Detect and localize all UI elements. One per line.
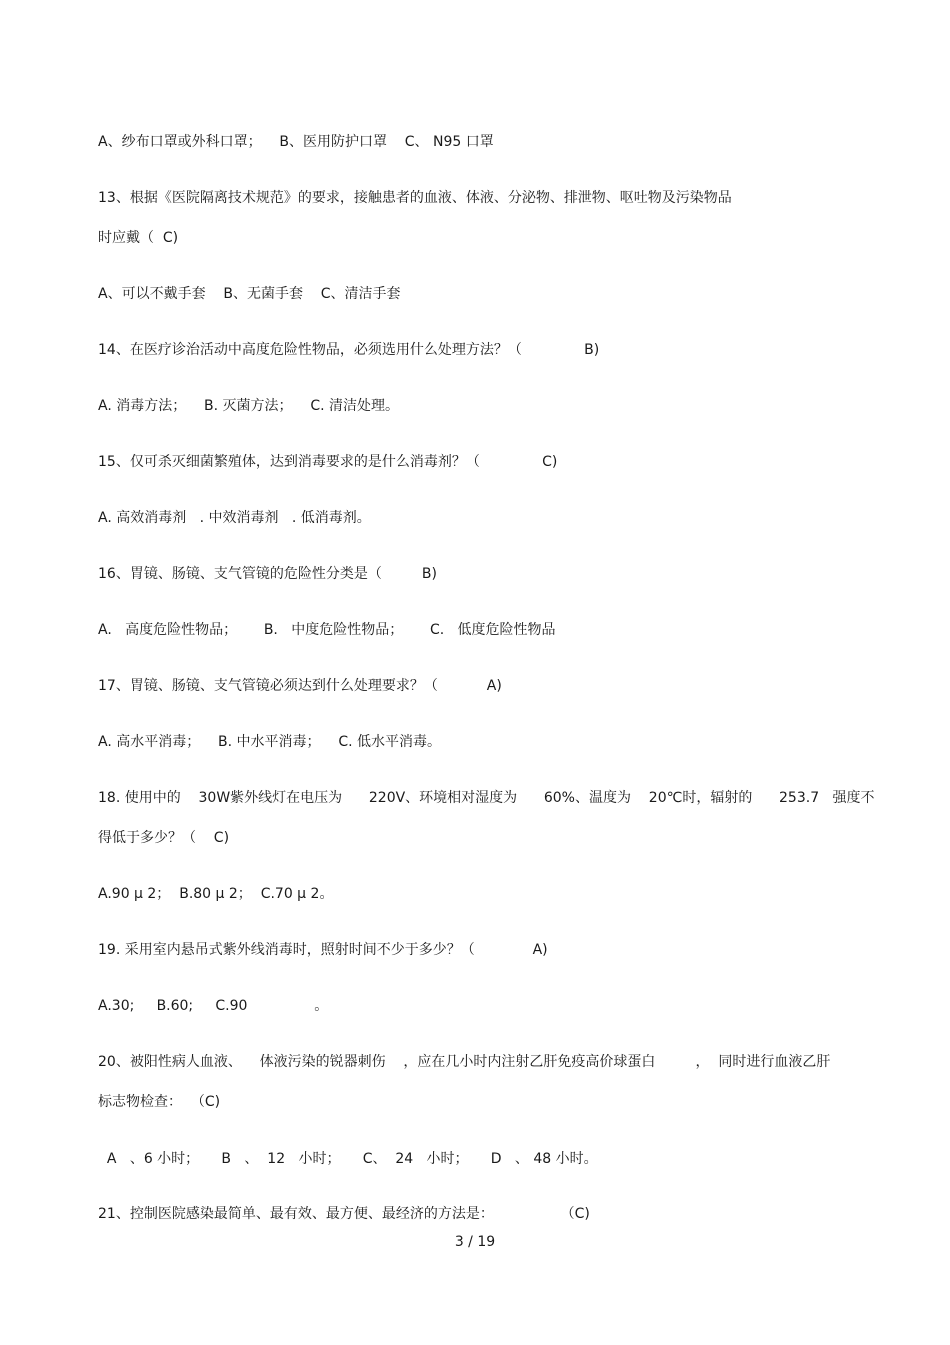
question-13-line-1: 13、根据《医院隔离技术规范》的要求，接触患者的血液、体液、分泌物、排泄物、呕吐物及污染物品 <box>98 190 732 206</box>
question-18-line-1: 18. 使用中的 30W紫外线灯在电压为 220V、环境相对湿度为 60%、温度为 20℃时，辐射的 253.7 强度不 <box>98 790 875 806</box>
option-line-q13: A、可以不戴手套 B、无菌手套 C、清洁手套 <box>98 286 401 302</box>
option-line-q15: A. 高效消毒剂 . 中效消毒剂 . 低消毒剂。 <box>98 510 371 526</box>
option-line-q20: A 、6 小时； B 、 12 小时； C、 24 小时； D 、 48 小时。 <box>98 1151 598 1167</box>
question-16: 16、胃镜、肠镜、支气管镜的危险性分类是（ B) <box>98 566 437 582</box>
question-14: 14、在医疗诊治活动中高度危险性物品，必须选用什么处理方法？（ B) <box>98 342 600 358</box>
page-number: 3 / 19 <box>454 1234 496 1250</box>
question-18-line-2: 得低于多少？（ C) <box>98 830 230 846</box>
question-21: 21、控制医院感染最简单、最有效、最方便、最经济的方法是： （C) <box>98 1206 590 1222</box>
option-line-q18: A.90 μ 2； B.80 μ 2； C.70 μ 2。 <box>98 886 334 902</box>
option-line-q19: A.30; B.60; C.90 。 <box>98 998 329 1014</box>
option-line-q12: A、纱布口罩或外科口罩； B、医用防护口罩 C、 N95 口罩 <box>98 134 494 150</box>
question-19: 19. 采用室内悬吊式紫外线消毒时，照射时间不少于多少？（ A) <box>98 942 548 958</box>
option-line-q16: A. 高度危险性物品； B. 中度危险性物品； C. 低度危险性物品 <box>98 622 556 638</box>
question-15: 15、仅可杀灭细菌繁殖体，达到消毒要求的是什么消毒剂？（ C) <box>98 454 558 470</box>
question-20-line-1: 20、被阳性病人血液、 体液污染的锐器刺伤 ，应在几小时内注射乙肝免疫高价球蛋白 ， 同时进行血液乙肝 <box>98 1054 831 1070</box>
question-17: 17、胃镜、肠镜、支气管镜必须达到什么处理要求？（ A) <box>98 678 502 694</box>
question-13-line-2: 时应戴（ C) <box>98 230 179 246</box>
option-line-q17: A. 高水平消毒； B. 中水平消毒； C. 低水平消毒。 <box>98 734 442 750</box>
option-line-q14: A. 消毒方法； B. 灭菌方法； C. 清洁处理。 <box>98 398 400 414</box>
question-20-line-2: 标志物检查： （C) <box>98 1094 221 1110</box>
